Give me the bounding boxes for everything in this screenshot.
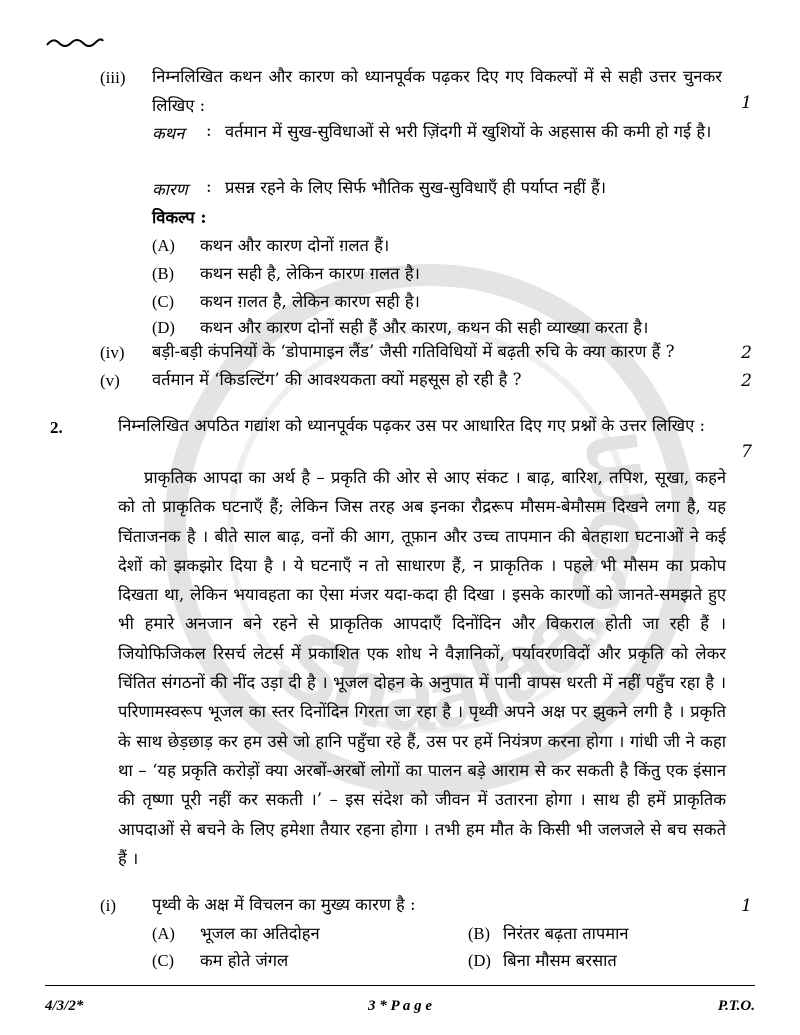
option-key: (C) [152, 951, 174, 970]
option-text: कथन सही है, लेकिन कारण ग़लत है। [200, 264, 420, 283]
marks: 7 [741, 442, 752, 462]
option-key: (B) [152, 264, 174, 283]
option-text: कम होते जंगल [200, 951, 289, 970]
option-text: निरंतर बढ़ता तापमान [503, 924, 629, 943]
option-text: कथन और कारण दोनों सही हैं और कारण, कथन की सही व्याख्या करता है। [200, 318, 649, 337]
marks: 2 [741, 343, 752, 363]
option-text: कथन और कारण दोनों ग़लत हैं। [200, 236, 390, 255]
sub-question-number: (i) [100, 896, 117, 915]
colon: : [206, 121, 212, 140]
sub-question-text: निम्नलिखित कथन और कारण को ध्यानपूर्वक पढ़कर दिए गए विकल्पों में से सही उत्तर चुनकर लिखिए : [152, 67, 722, 115]
marks: 1 [741, 93, 752, 113]
option-key: (A) [152, 924, 175, 943]
wavy-mark-icon [45, 36, 105, 50]
option-key: (D) [468, 951, 491, 970]
karan-label: कारण [152, 180, 188, 199]
sub-question-number: (iv) [100, 343, 125, 362]
sub-question-text: बड़ी-बड़ी कंपनियों के ‘डोपामाइन लैंड’ जैसी गतिविधियों में बढ़ती रुचि के क्या कारण हैं ? [152, 342, 675, 361]
karan-text: प्रसन्न रहने के लिए सिर्फ भौतिक सुख-सुविधाएँ ही पर्याप्त नहीं हैं। [225, 178, 607, 197]
sub-question-text: वर्तमान में ‘किडल्टिंग’ की आवश्यकता क्यों महसूस हो रही है ? [152, 370, 522, 389]
footer-divider [45, 985, 755, 986]
marks: 1 [741, 896, 752, 916]
passage: प्राकृतिक आपदा का अर्थ है – प्रकृति की ओर से आए संकट । बाढ़, बारिश, तपिश, सूखा, कहने को तो प्राकृतिक घटनाएँ हैं; लेकिन जिस तरह अब इनका रौद्ररूप मौसम-बेमौसम दिखने लगा है, यह चिंताजनक है । बीते साल बाढ़, वनों की आग, तूफ़ान और उच्च तापमान की बेतहाशा घटनाओं ने कई देशों को झकझोर दिया है । ये घटनाएँ न तो साधारण हैं, न प्राकृतिक । पहले भी मौसम का प्रकोप दिखता था, लेकिन भयावहता का ऐसा मंजर यदा-कदा ही दिखा । इसके कारणों को जानते-समझते हुए भी हमारे अनजान बने रहने से प्राकृतिक आपदाएँ दिनोंदिन और विकराल होती जा रही हैं । जियोफिजिकल रिसर्च लेटर्स में प्रकाशित एक शोध ने वैज्ञानिकों, पर्यावरणविदों और प्रकृति को लेकर चिंतित संगठनों की नींद उड़ा दी है । भूजल दोहन के अनुपात में पानी वापस धरती में नहीं पहुँच रहा है । परिणामस्वरूप भूजल का स्तर दिनोंदिन गिरता जा रहा है । पृथ्वी अपने अक्ष पर झुकने लगी है । प्रकृति के साथ छेड़छाड़ कर हम उसे जो हानि पहुँचा रहे हैं, उस पर हमें नियंत्रण करना होगा । गांधी जी ने कहा था – ‘यह प्रकृति करोड़ों क्या अरबों-अरबों लोगों का पालन बड़े आराम से कर सकती है किंतु एक इंसान की तृष्णा पूरी नहीं कर सकती ।’ – इस संदेश को जीवन में उतारना होगा । साथ ही हमें प्राकृतिक आपदाओं से बचने के लिए हमेशा तैयार रहना होगा । तभी हम मौत के किसी भी जलजले से बच सकते हैं । [118, 468, 726, 868]
option-text: कथन ग़लत है, लेकिन कारण सही है। [200, 292, 420, 311]
vikalp-label: विकल्प : [152, 208, 207, 227]
kathan-text: वर्तमान में सुख-सुविधाओं से भरी ज़िंदगी में खुशियों के अहसास की कमी हो गई है। [225, 122, 712, 141]
watermark-text: Shaalaa.com [258, 425, 668, 752]
option-key: (B) [468, 924, 490, 943]
option-text: बिना मौसम बरसात [503, 951, 617, 970]
option-key: (A) [152, 236, 175, 255]
option-text: भूजल का अतिदोहन [200, 924, 320, 943]
sub-question-text: पृथ्वी के अक्ष में विचलन का मुख्य कारण है : [152, 895, 416, 914]
sub-question-number: (v) [100, 371, 120, 390]
paper-code: 4/3/2* [45, 998, 84, 1014]
kathan-label: कथन [152, 124, 185, 143]
option-key: (C) [152, 292, 174, 311]
question-number: 2. [50, 418, 63, 437]
question-text: निम्नलिखित अपठित गद्यांश को ध्यानपूर्वक पढ़कर उस पर आधारित दिए गए प्रश्नों के उत्तर लिखिए : [118, 416, 706, 435]
colon: : [206, 177, 212, 196]
marks: 2 [741, 371, 752, 391]
page-number: 3 * P a g e [367, 998, 432, 1014]
pto-label: P.T.O. [717, 998, 755, 1014]
sub-question-number: (iii) [100, 68, 126, 87]
option-key: (D) [152, 318, 175, 337]
